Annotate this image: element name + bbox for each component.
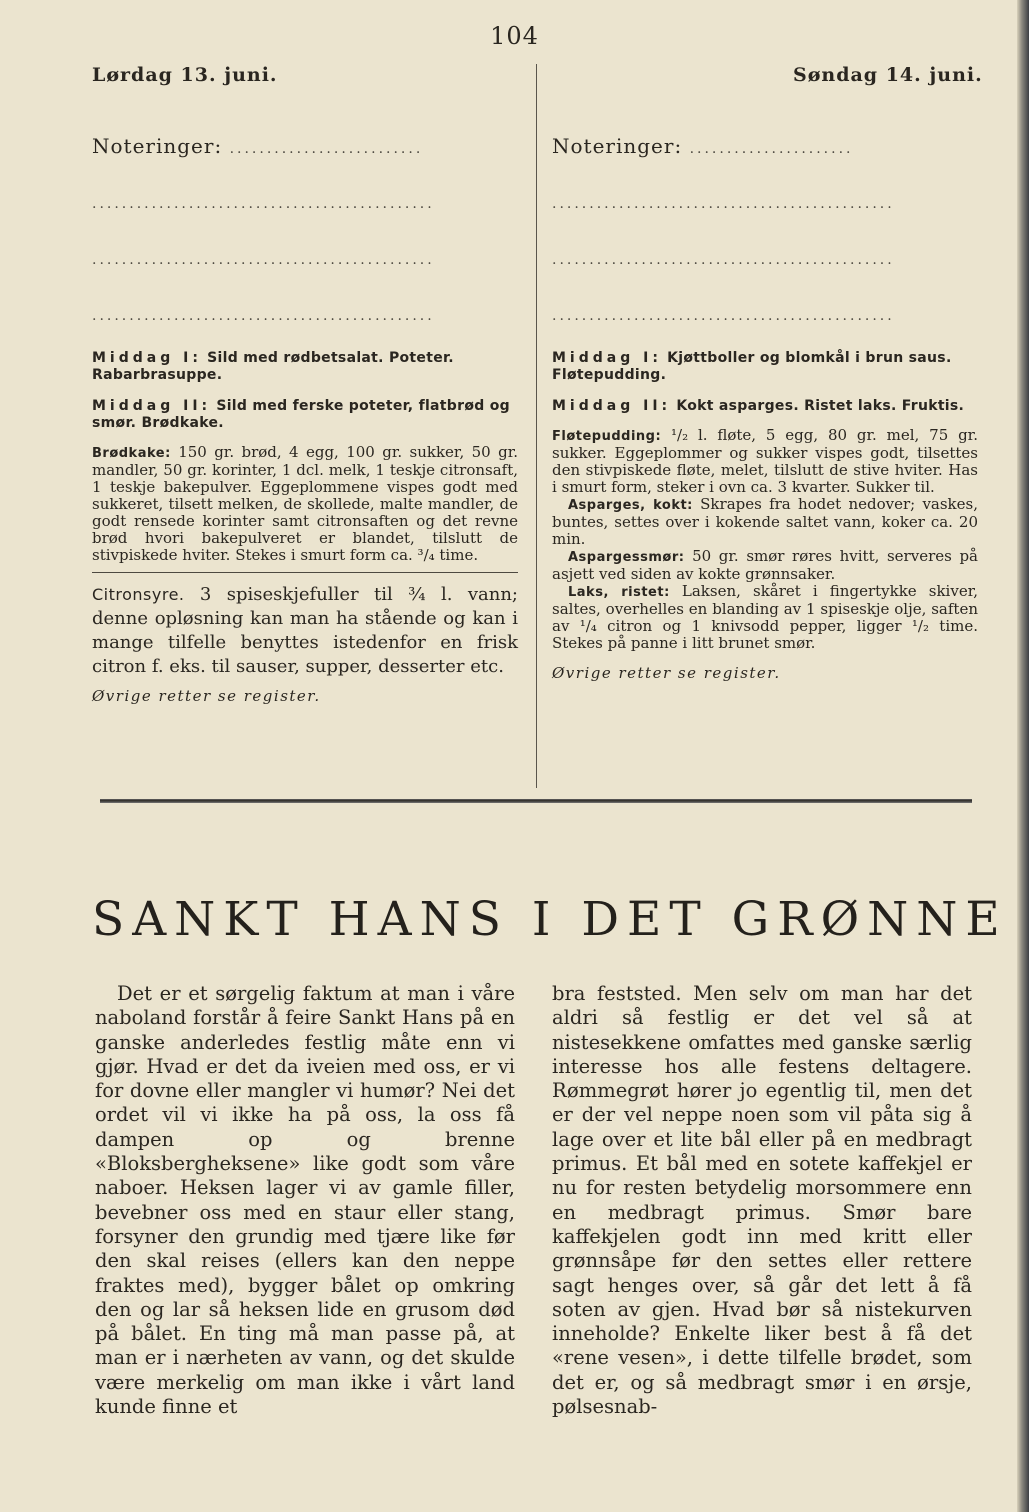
menu-text: Sild med rødbetsalat. Poteter. Rabarbrasuppe. (92, 350, 454, 383)
menu-text: Sild med ferske poteter, flatbrød og smør. Brødkake. (92, 398, 510, 431)
notes-label: Noteringer: (552, 134, 683, 158)
dot-line: .............................................. (92, 252, 435, 268)
menu-1 (92, 350, 518, 384)
menu-text: Kjøttboller og blomkål i brun saus. Fløtepudding. (552, 350, 952, 383)
article-column-right: bra feststed. Men selv om man har det aldri så festlig er det vel så at nistesekkene omfattes med ganske særlig interesse hos alle festens deltagere. Rømmegrøt hører jo egentlig til, men det er der vel neppe noen som vil påta sig å lage over et lite bål eller på en medbragt primus. Et bål med en sotete kaffekjel er nu for resten betydelig morsommere enn en medbragt primus. Smør bare kaffekjelen godt inn med kritt eller grønnsåpe før den settes eller rettere sagt henges over, så går det lett å få soten av gjen. Hvad bør så nistekurven inneholde? Enkelte liker best å få det «rene vesen», i dette tilfelle brødet, som det er, og så medbragt smør i en ørsje, pølsesnab- (552, 982, 972, 1419)
tip-title: Citronsyre. (92, 585, 185, 604)
right-day-header: Søndag 14. juni. (793, 64, 983, 86)
notes-row (92, 134, 518, 158)
column-divider (536, 64, 537, 788)
dot-leader: .......................... (229, 141, 424, 157)
recipe-title: Asparges, kokt: (568, 498, 693, 513)
page-edge (1017, 0, 1029, 1512)
menu-text: Kokt asparges. Ristet laks. Fruktis. (676, 398, 965, 414)
recipe-text: Skrapes fra hodet nedover; vaskes, buntes, settes over i kokende saltet vann, koker ca. 20 min. (552, 495, 978, 548)
article-headline: SANKT HANS I DET GRØNNE (92, 892, 1008, 947)
menu-label: Middag II: (552, 398, 672, 414)
notes-row (552, 134, 978, 158)
menu-1 (552, 350, 978, 384)
recipe-title: Aspargessmør: (568, 550, 685, 565)
tip-citronsyre (92, 583, 518, 679)
recipe-title: Brødkake: (92, 446, 171, 461)
menu-label: Middag I: (552, 350, 662, 366)
dot-line: .............................................. (552, 308, 895, 324)
notes-label: Noteringer: (92, 134, 223, 158)
dot-line: .............................................. (92, 308, 435, 324)
menu-2 (552, 398, 978, 415)
recipe-text: ¹/₂ l. fløte, 5 egg, 80 gr. mel, 75 gr. sukker. Eggeplommer og sukker vispes godt, tilsettes den stivpiskede fløte, melet, tilslutt de stive hviter. Has i smurt form, steker i ovn ca. 3 kvarter. Sukker til. (552, 426, 978, 496)
recipe-text: 150 gr. brød, 4 egg, 100 gr. sukker, 50 gr. mandler, 50 gr. korinter, 1 dcl. melk, 1 teskje citronsaft, 1 teskje bakepulver. Eggeplommene vispes godt med sukkeret, tilsett melken, de skollede, malte mandler, de godt rensede korinter samt citronsaften og det revne brød hvori bakepulveret er blandet, tilslutt de stivpiskede hviter. Stekes i smurt form ca. ³/₄ time. (92, 443, 518, 564)
dot-line: .............................................. (552, 252, 895, 268)
menu-2 (92, 398, 518, 432)
page-number: 104 (490, 22, 539, 50)
recipe-laks (552, 583, 978, 652)
dot-line: .............................................. (92, 196, 435, 212)
left-day-header: Lørdag 13. juni. (92, 64, 278, 86)
left-day-column (92, 134, 518, 705)
recipe-asparges (552, 496, 978, 548)
right-day-column (552, 134, 978, 682)
recipe-title: Laks, ristet: (568, 585, 670, 600)
recipe-text: 50 gr. smør røres hvitt, serveres på asjett ved siden av kokte grønnsaker. (552, 547, 978, 583)
article-column-left: Det er et sørgelig faktum at man i våre naboland forstår å feire Sankt Hans på en ganske anderledes festlig måte enn vi gjør. Hvad er det da iveien med oss, er vi for dovne eller mangler vi humør? Nei det ordet vil vi ikke ha på oss, la oss få dampen op og brenne «Bloksbergheksene» like godt som våre naboer. Heksen lager vi av gamle filler, bevebner oss med en staur eller stang, forsyner den grundig med tjære like før den skal reises (ellers kan den neppe fraktes med), bygger bålet op omkring den og lar så heksen lide en grusom død på bålet. En ting må man passe på, at man er i nærheten av vann, og det skulde være merkelig om man ikke i vårt land kunde finne et (95, 982, 515, 1419)
recipe-flotepudding (552, 427, 978, 496)
section-divider-band (100, 799, 972, 803)
menu-label: Middag I: (92, 350, 202, 366)
tip-text: 3 spiseskjefuller til ¾ l. vann; denne opløsning kan man ha stående og kan i mange tilfelle benyttes istedenfor en frisk citron f. eks. til sauser, supper, desserter etc. (92, 584, 518, 677)
recipe-brodkake (92, 444, 518, 564)
recipe-aspargessmor (552, 548, 978, 583)
menu-label: Middag II: (92, 398, 212, 414)
recipe-title: Fløtepudding: (552, 429, 662, 444)
see-register-note: Øvrige retter se register. (552, 664, 781, 682)
dot-line: .............................................. (552, 196, 895, 212)
dot-leader: ...................... (689, 141, 854, 157)
recipe-text: Laksen, skåret i fingertykke skiver, saltes, overhelles en blanding av 1 spiseskje olje, saften av ¹/₄ citron og 1 knivsodd pepper, ligger ¹/₂ time. Stekes på panne i litt brunet smør. (552, 582, 978, 652)
see-register-note: Øvrige retter se register. (92, 687, 321, 705)
